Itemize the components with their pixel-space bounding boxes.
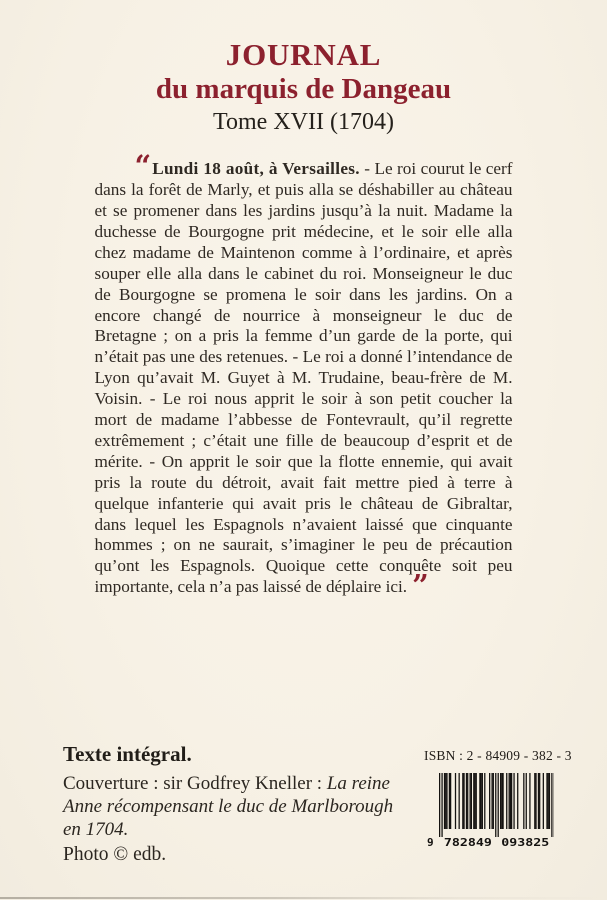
- open-quote-mark: “: [134, 149, 152, 184]
- back-cover-quote: [94, 149, 513, 603]
- book-tome: Tome XVII (1704): [213, 108, 394, 135]
- book-subtitle: du marquis de Dangeau: [155, 73, 452, 106]
- svg-text:093825: 093825: [501, 836, 550, 849]
- cover-credit-prefix: Couverture : sir Godfrey Kneller :: [63, 773, 327, 794]
- svg-text:9: 9: [427, 836, 434, 849]
- svg-text:782849: 782849: [443, 836, 492, 849]
- photo-credit: Photo © edb.: [63, 843, 167, 865]
- texte-integral-label: Texte intégral.: [63, 742, 192, 766]
- isbn-label: ISBN : 2 - 84909 - 382 - 3: [424, 748, 572, 763]
- book-title: JOURNAL: [225, 37, 382, 72]
- title-block: [0, 0, 607, 136]
- quote-body: - Le roi courut le cerf dans la forêt de Marly, et puis alla se déshabiller au château et se promener dans les jardins jusqu’à la nuit. Madame la duchesse de Bourgogne prit médecine, et le soir elle alla chez madame de Maintenon comme à l’ordinaire, et après souper elle alla dans le cabinet du roi. Monseigneur le duc de Bourgogne se promena le soir dans les jardins. On a encore changé de nourrice à monseigneur le duc de Bretagne ; on a pris la femme d’un garde de la porte, qui n’était pas une des retenues. - Le roi a donné l’intendance de Lyon qu’avait M. Guyet à M. Trudaine, beau-frère de M. Voisin. - Le roi nous apprit le soir à son petit coucher la mort de madame l’abbesse de Fontevrault, qu’il regrette extrêmement ; c’était une fille de beaucoup d’esprit et de mérite. - On apprit le soir que la flotte ennemie, qui avait pris la route du détroit, avait fait mettre pied à terre à quelque infanterie qui avait pris le château de Gibraltar, dans lequel les Espagnols n’avaient laissé que cinquante hommes ; on ne saurait, s’imaginer le peu de précaution qu’ont les Espagnols. Quoique cette conquête soit peu importante, cela n’a pas laissé de déplaire ici.: [94, 159, 513, 597]
- ean13-barcode: [426, 773, 554, 849]
- close-quote-mark: ”: [412, 568, 429, 603]
- quote-lead: Lundi 18 août, à Versailles.: [152, 159, 360, 179]
- footer-credits: [63, 742, 408, 866]
- cover-credit-line: [63, 772, 408, 842]
- page-bottom-edge: [0, 897, 607, 899]
- isbn-block: [424, 748, 572, 849]
- cover-credit-artwork-title: La reine Anne récompensant le duc de Marlborough en 1704.: [63, 773, 394, 841]
